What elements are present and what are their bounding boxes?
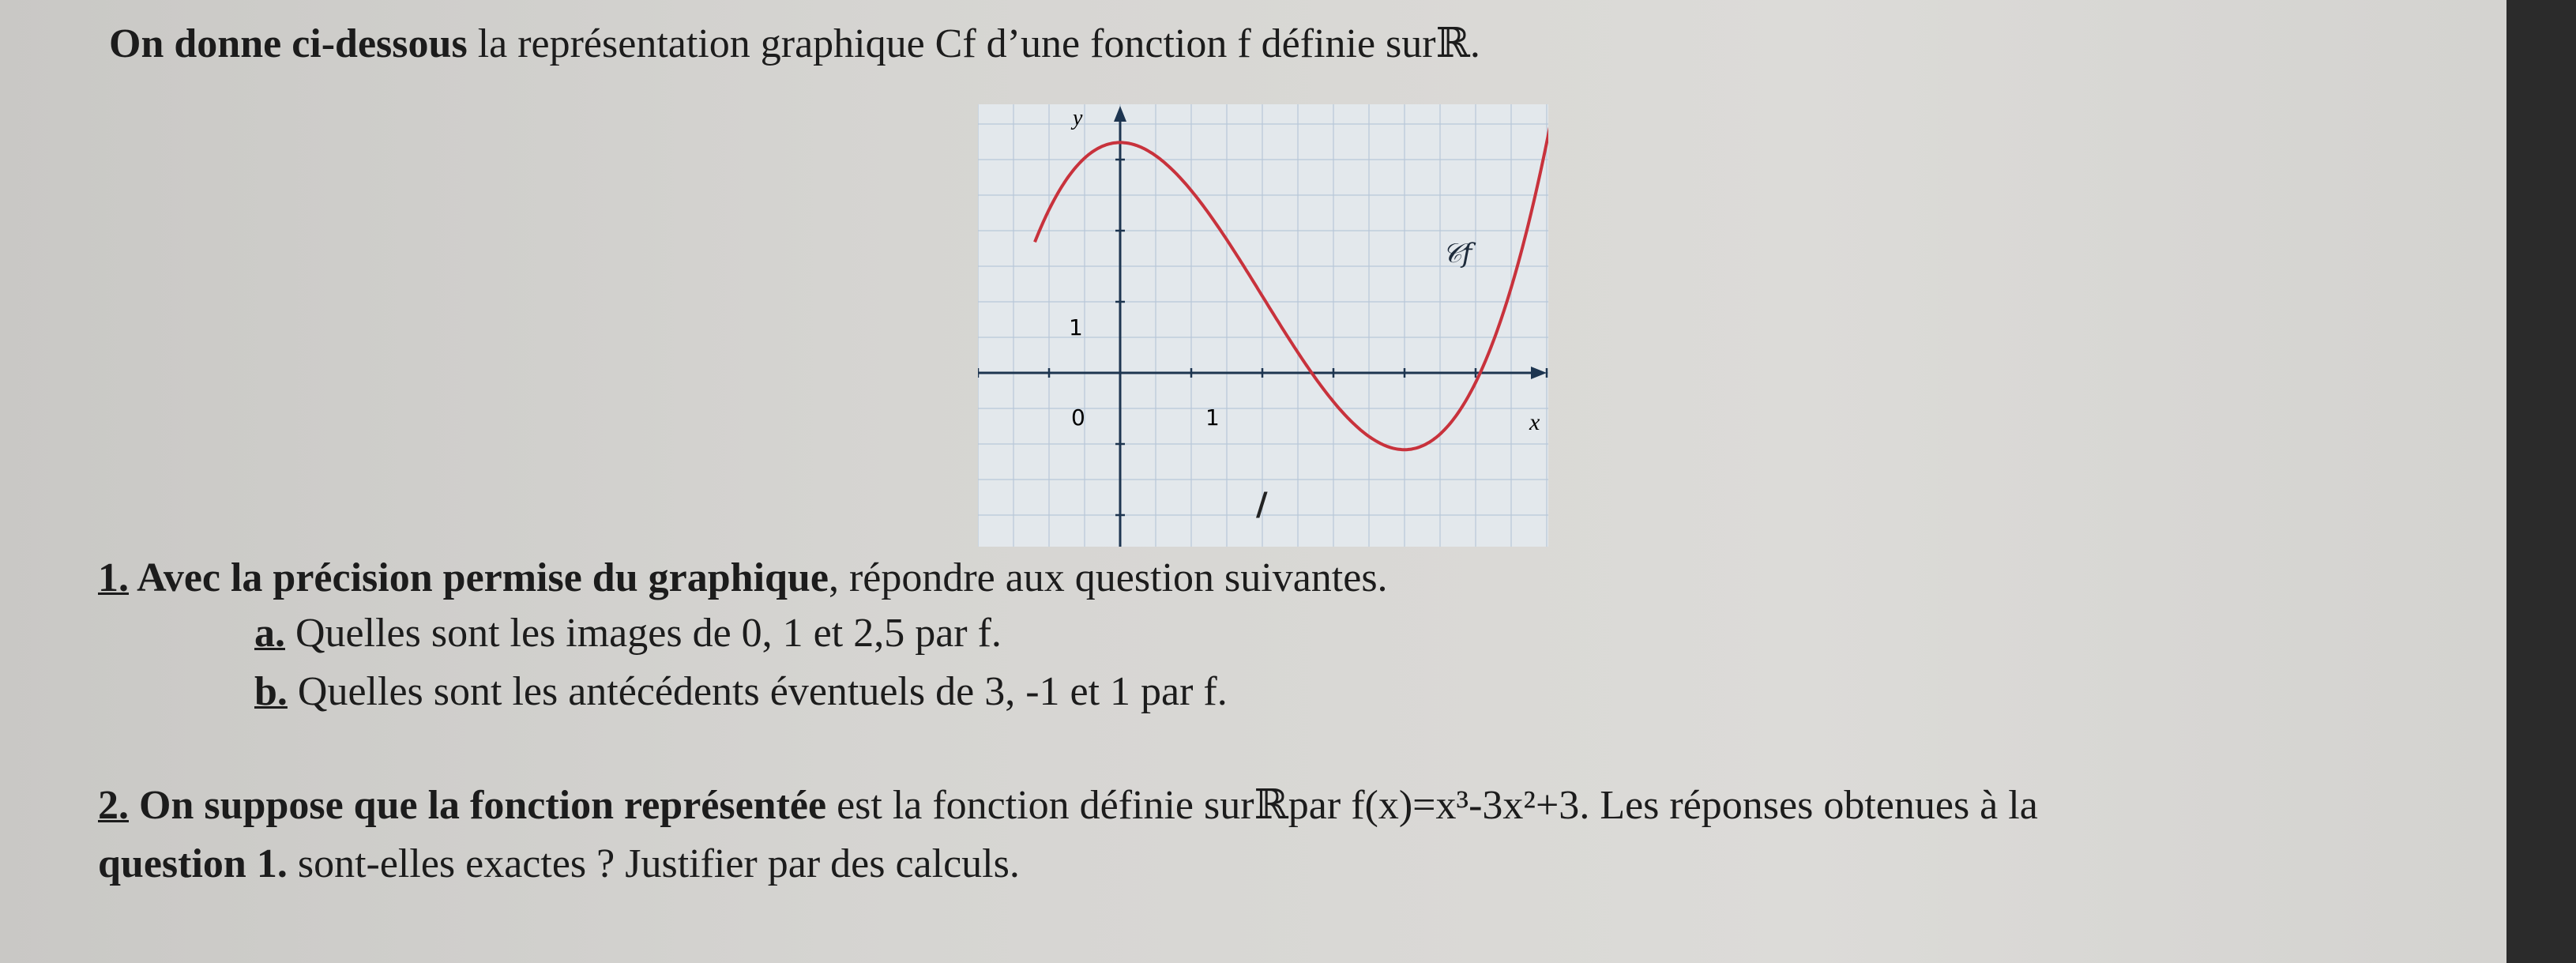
question-2-number: 2.	[98, 783, 129, 828]
dark-edge	[2506, 0, 2576, 963]
question-1a	[254, 610, 1002, 657]
question-1-lead: Avec la précision permise du graphique	[129, 555, 829, 600]
intro-text	[109, 21, 1480, 68]
question-2-line-2	[98, 841, 1020, 888]
question-2-line-2-text: sont-elles exactes ? Justifier par des calculs.	[287, 841, 1020, 886]
tick-label-x-1: 1	[1205, 404, 1220, 431]
intro-body: la représentation graphique	[467, 21, 935, 66]
curve-symbol: Cf	[935, 21, 976, 66]
question-1b-letter: b.	[254, 669, 288, 714]
question-1b-text: Quelles sont les antécédents éventuels de 3, -1 et 1 par f.	[287, 669, 1228, 714]
question-2-text: est la fonction définie sur	[826, 783, 1254, 828]
set-reals-2: ℝ	[1254, 783, 1288, 828]
graph-background	[978, 104, 1548, 547]
question-2	[98, 782, 2038, 829]
question-2-ref: question 1.	[98, 841, 288, 886]
x-axis-label: x	[1529, 409, 1540, 435]
tick-label-y-1: 1	[1069, 314, 1083, 340]
question-1-text: , répondre aux question suivantes.	[828, 555, 1388, 600]
set-reals: ℝ	[1435, 21, 1470, 66]
intro-body-2: d’une fonction f définie sur	[976, 21, 1436, 66]
question-1	[98, 555, 1388, 602]
question-2-lead: On suppose que la fonction représentée	[129, 783, 827, 828]
pen-mark: /	[1256, 487, 1268, 523]
intro-lead: On donne ci-dessous	[109, 21, 468, 66]
tick-label-origin: 0	[1071, 404, 1085, 431]
intro-end: .	[1469, 21, 1480, 66]
question-1a-text: Quelles sont les images de 0, 1 et 2,5 par f.	[285, 611, 1002, 656]
question-1-number: 1.	[98, 555, 129, 600]
function-formula: f(x)=x³-3x²+3	[1351, 783, 1580, 828]
question-2-par: par	[1288, 783, 1352, 828]
question-1b	[254, 668, 1228, 716]
curve-label: 𝒞f	[1442, 238, 1472, 269]
question-1a-letter: a.	[254, 611, 285, 656]
function-graph	[978, 104, 1548, 547]
y-axis-label: y	[1073, 106, 1083, 130]
question-2-text-2: . Les réponses obtenues à la	[1579, 783, 2038, 828]
